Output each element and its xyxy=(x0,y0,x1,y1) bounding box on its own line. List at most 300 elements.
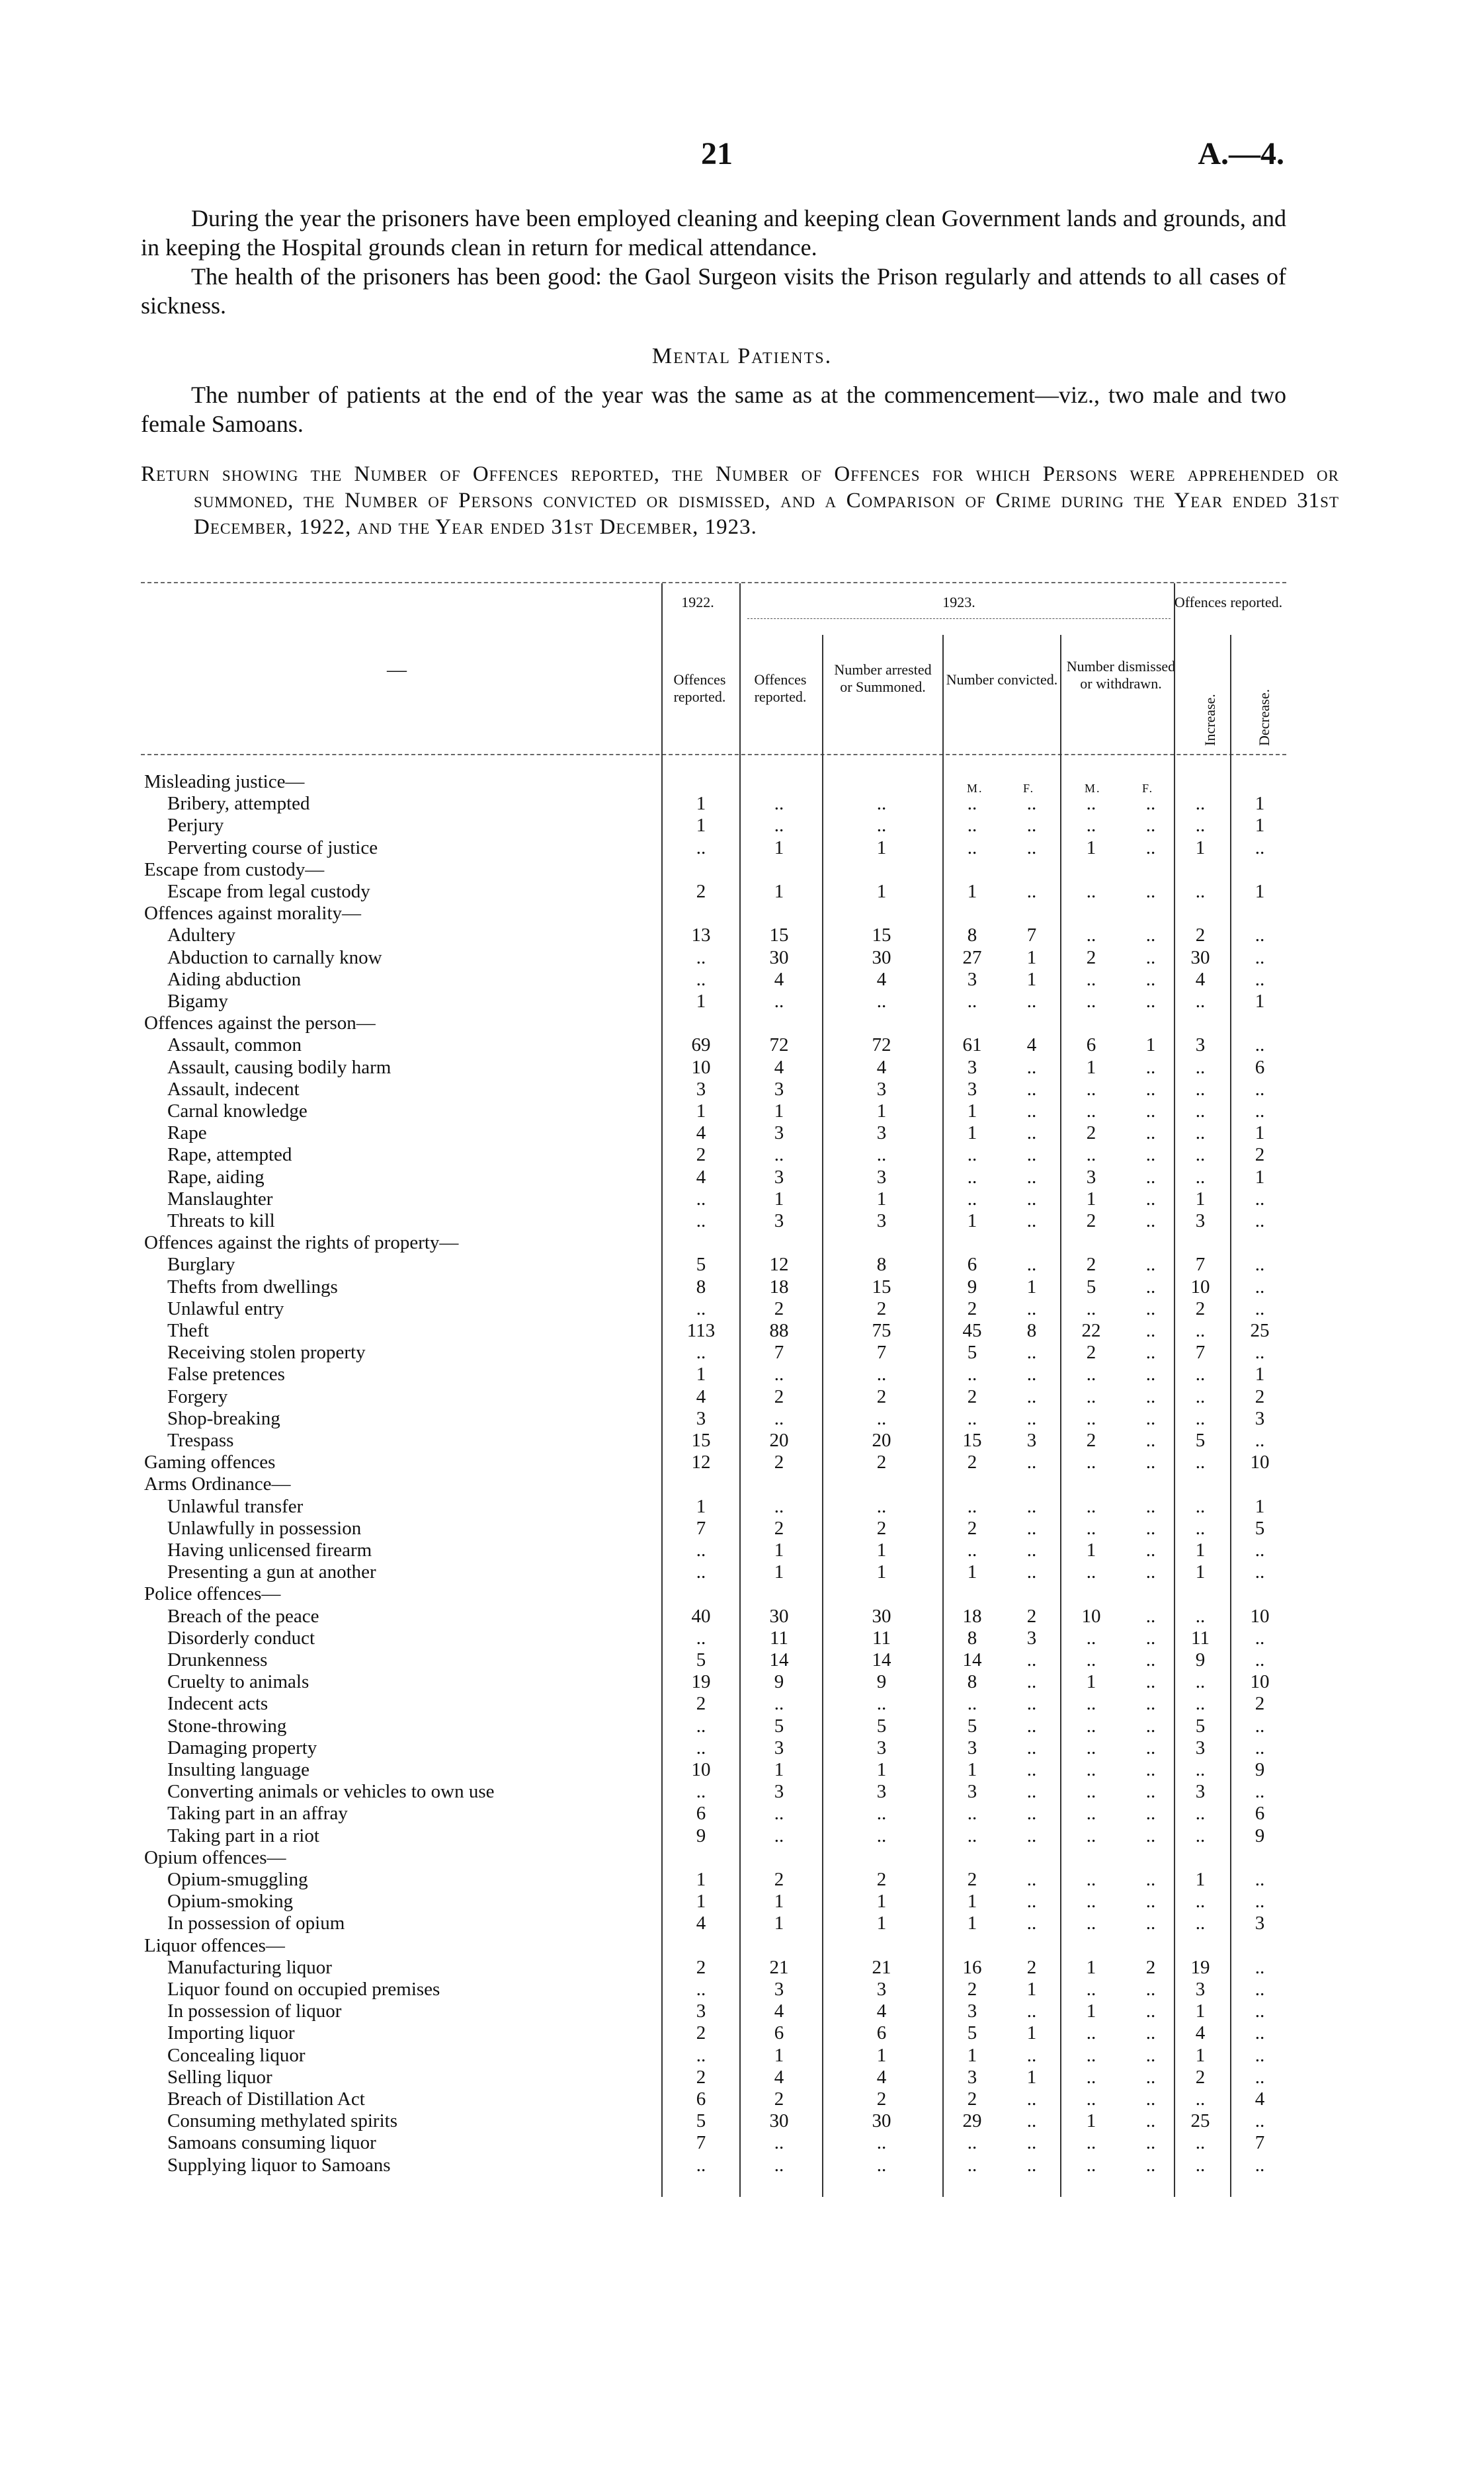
table-cell: 1 xyxy=(1086,1188,1096,1210)
table-cell: .. xyxy=(1086,1825,1096,1846)
table-cell: 2 xyxy=(1195,925,1206,946)
table-cell: .. xyxy=(876,793,887,815)
table-cell: .. xyxy=(696,837,706,858)
table-cell: 9 xyxy=(1195,1649,1206,1671)
table-row xyxy=(0,881,1484,903)
table-cell: 4 xyxy=(1195,968,1206,990)
table-cell: 27 xyxy=(962,946,982,968)
table-cell: 29 xyxy=(962,2110,982,2132)
table-row xyxy=(0,1144,1484,1166)
table-cell: .. xyxy=(1086,1385,1096,1407)
table-cell: .. xyxy=(967,1540,977,1561)
table-cell: .. xyxy=(1145,1407,1156,1429)
table-cell: 3 xyxy=(967,1737,977,1758)
table-row xyxy=(0,1540,1484,1561)
offence-label: Unlawfully in possession xyxy=(167,1517,362,1539)
table-cell: .. xyxy=(1026,991,1037,1012)
table-row xyxy=(0,1737,1484,1759)
table-cell: .. xyxy=(1145,1825,1156,1846)
table-cell: .. xyxy=(1086,1737,1096,1758)
table-cell: 1 xyxy=(774,1100,784,1122)
table-cell: 30 xyxy=(769,946,789,968)
table-cell: .. xyxy=(1145,1540,1156,1561)
table-cell: 4 xyxy=(876,2001,887,2022)
table-cell: .. xyxy=(696,1627,706,1649)
table-cell: 69 xyxy=(691,1034,711,1056)
table-cell: 10 xyxy=(691,1759,711,1780)
table-cell: .. xyxy=(1255,1276,1265,1298)
table-cell: 2 xyxy=(967,2088,977,2110)
table-cell: .. xyxy=(1145,1364,1156,1385)
table-cell: 3 xyxy=(1026,1430,1037,1451)
table-cell: .. xyxy=(1255,2044,1265,2066)
table-cell: 2 xyxy=(876,1517,887,1539)
table-cell: .. xyxy=(1086,1100,1096,1122)
table-cell: .. xyxy=(1086,1693,1096,1715)
table-cell: 6 xyxy=(774,2022,784,2044)
table-cell: 1 xyxy=(1255,815,1265,837)
offence-label: Opium-smoking xyxy=(167,1891,294,1913)
table-row xyxy=(0,1628,1484,1649)
table-row xyxy=(0,1891,1484,1913)
table-cell: 1 xyxy=(774,1561,784,1583)
table-cell: .. xyxy=(696,1188,706,1210)
subheader-dismissed-male: M. xyxy=(1085,782,1101,795)
table-cell: .. xyxy=(696,2044,706,2066)
table-cell: 2 xyxy=(696,881,706,902)
table-row xyxy=(0,1254,1484,1276)
table-cell: .. xyxy=(1195,1803,1206,1825)
table-cell: 3 xyxy=(1026,1627,1037,1649)
table-cell: .. xyxy=(1145,881,1156,902)
table-cell: 4 xyxy=(696,1913,706,1934)
table-cell: .. xyxy=(696,1979,706,2000)
table-cell: 7 xyxy=(696,2132,706,2154)
table-row xyxy=(0,1100,1484,1122)
table-cell: .. xyxy=(1145,793,1156,815)
table-cell: 8 xyxy=(967,1671,977,1693)
table-cell: 10 xyxy=(1190,1276,1210,1298)
table-cell: 3 xyxy=(774,1737,784,1758)
offence-label: Breach of Distillation Act xyxy=(167,2088,365,2110)
table-cell: .. xyxy=(1195,1166,1206,1188)
offence-label: Rape xyxy=(167,1122,207,1144)
table-cell: .. xyxy=(1145,2132,1156,2154)
table-cell: .. xyxy=(1195,1100,1206,1122)
table-cell: .. xyxy=(1026,1693,1037,1715)
offence-label: Adultery xyxy=(167,925,236,946)
prisoners-health-paragraph: The health of the prisoners has been good: the Gaol Surgeon visits the Prison regularly and attends to all cases of sickness. xyxy=(141,263,1286,319)
table-cell: .. xyxy=(1145,1166,1156,1188)
table-cell: 3 xyxy=(1195,1034,1206,1056)
table-cell: .. xyxy=(1026,2088,1037,2110)
table-cell: 11 xyxy=(1191,1627,1210,1649)
offence-label: Assault, indecent xyxy=(167,1078,300,1100)
table-cell: 2 xyxy=(1086,946,1096,968)
table-cell: .. xyxy=(876,1693,887,1715)
table-cell: 3 xyxy=(1255,1913,1265,1934)
offence-label: Assault, common xyxy=(167,1034,302,1056)
table-cell: .. xyxy=(774,1407,784,1429)
table-cell: 2 xyxy=(696,2022,706,2044)
table-cell: 1 xyxy=(1255,793,1265,815)
table-cell: .. xyxy=(1086,2044,1096,2066)
table-cell: 1 xyxy=(876,1540,887,1561)
table-row xyxy=(0,1935,1484,1957)
offence-label: Offences against morality— xyxy=(144,903,362,925)
table-cell: 2 xyxy=(1145,1956,1156,1978)
table-cell: 1 xyxy=(876,2044,887,2066)
table-cell: 9 xyxy=(1255,1759,1265,1780)
table-cell: .. xyxy=(1195,1364,1206,1385)
table-cell: 2 xyxy=(967,1298,977,1319)
table-row xyxy=(0,771,1484,793)
table-cell: .. xyxy=(876,1825,887,1846)
table-cell: .. xyxy=(1145,1320,1156,1341)
table-cell: .. xyxy=(876,1144,887,1166)
table-cell: 14 xyxy=(769,1649,789,1671)
table-cell: .. xyxy=(1255,2022,1265,2044)
table-cell: 4 xyxy=(1255,2088,1265,2110)
table-cell: .. xyxy=(1026,1407,1037,1429)
offence-label: Police offences— xyxy=(144,1583,281,1605)
subheader-convicted-male: M. xyxy=(967,782,983,795)
table-cell: 72 xyxy=(769,1034,789,1056)
table-cell: 1 xyxy=(876,1188,887,1210)
offence-label: Manufacturing liquor xyxy=(167,1956,332,1978)
table-row xyxy=(0,2067,1484,2088)
table-cell: .. xyxy=(967,1693,977,1715)
table-cell: .. xyxy=(1086,925,1096,946)
table-row xyxy=(0,1188,1484,1210)
table-cell: .. xyxy=(1026,1452,1037,1473)
offence-label: Escape from custody— xyxy=(144,858,325,880)
table-cell: 8 xyxy=(696,1276,706,1298)
table-cell: .. xyxy=(1195,1517,1206,1539)
table-cell: 2 xyxy=(696,2066,706,2088)
table-cell: 2 xyxy=(1255,1693,1265,1715)
table-cell: .. xyxy=(967,837,977,858)
table-row xyxy=(0,1803,1484,1825)
table-row xyxy=(0,1693,1484,1715)
table-row xyxy=(0,2022,1484,2044)
table-cell: .. xyxy=(774,815,784,837)
table-cell: .. xyxy=(1145,1693,1156,1715)
table-cell: 9 xyxy=(1255,1825,1265,1846)
table-cell: 3 xyxy=(774,1781,784,1803)
table-cell: .. xyxy=(1026,1825,1037,1846)
table-cell: 2 xyxy=(967,1869,977,1890)
table-cell: 1 xyxy=(1195,1540,1206,1561)
table-cell: .. xyxy=(1145,1649,1156,1671)
table-cell: 1 xyxy=(1195,837,1206,858)
table-cell: .. xyxy=(967,2154,977,2176)
table-cell: .. xyxy=(1026,1913,1037,1934)
table-cell: 10 xyxy=(1250,1671,1270,1693)
table-cell: 8 xyxy=(967,1627,977,1649)
table-cell: 1 xyxy=(1086,2001,1096,2022)
table-cell: 72 xyxy=(872,1034,891,1056)
table-cell: .. xyxy=(1026,1517,1037,1539)
offence-label: Carnal knowledge xyxy=(167,1100,308,1122)
table-cell: .. xyxy=(967,1803,977,1825)
table-cell: .. xyxy=(1255,1627,1265,1649)
table-cell: 10 xyxy=(1250,1452,1270,1473)
table-cell: .. xyxy=(967,991,977,1012)
table-cell: 1 xyxy=(1086,1540,1096,1561)
table-cell: 2 xyxy=(1255,1385,1265,1407)
table-cell: .. xyxy=(1026,1715,1037,1737)
table-cell: .. xyxy=(774,1825,784,1846)
table-cell: 2 xyxy=(1086,1122,1096,1144)
table-cell: 1 xyxy=(696,793,706,815)
table-cell: .. xyxy=(1026,2154,1037,2176)
table-cell: 2 xyxy=(1026,1605,1037,1627)
table-cell: 75 xyxy=(872,1320,891,1341)
offence-label: Indecent acts xyxy=(167,1693,268,1715)
table-cell: .. xyxy=(1145,968,1156,990)
table-cell: 1 xyxy=(774,1759,784,1780)
table-cell: .. xyxy=(696,1715,706,1737)
offence-label: Escape from legal custody xyxy=(167,881,370,902)
offence-label: Importing liquor xyxy=(167,2022,295,2044)
table-cell: 1 xyxy=(774,1540,784,1561)
table-row xyxy=(0,925,1484,946)
table-cell: .. xyxy=(1026,793,1037,815)
table-cell: 4 xyxy=(774,2001,784,2022)
table-cell: .. xyxy=(1145,1979,1156,2000)
table-row xyxy=(0,903,1484,925)
table-row xyxy=(0,1781,1484,1803)
table-cell: .. xyxy=(1026,1803,1037,1825)
table-cell: .. xyxy=(1026,1781,1037,1803)
table-cell: 1 xyxy=(967,1913,977,1934)
table-cell: .. xyxy=(1026,815,1037,837)
table-cell: .. xyxy=(1195,1913,1206,1934)
table-cell: 12 xyxy=(691,1452,711,1473)
table-cell: 4 xyxy=(1026,1034,1037,1056)
table-row xyxy=(0,2001,1484,2022)
table-cell: 1 xyxy=(1255,881,1265,902)
table-cell: 1 xyxy=(1086,837,1096,858)
table-cell: 22 xyxy=(1081,1320,1101,1341)
table-cell: 5 xyxy=(967,1342,977,1364)
table-cell: 2 xyxy=(967,1517,977,1539)
table-cell: .. xyxy=(1026,1495,1037,1517)
mental-patients-paragraph: The number of patients at the end of the year was the same as at the commencement—viz., two male and two female Samoans. xyxy=(141,382,1286,437)
table-cell: .. xyxy=(1145,1254,1156,1276)
offence-label: Disorderly conduct xyxy=(167,1627,315,1649)
table-cell: .. xyxy=(1195,1144,1206,1166)
table-cell: 2 xyxy=(774,1869,784,1890)
offence-label: Presenting a gun at another xyxy=(167,1561,376,1583)
table-cell: 1 xyxy=(1255,1364,1265,1385)
table-cell: .. xyxy=(1086,2154,1096,2176)
table-cell: 6 xyxy=(1255,1056,1265,1078)
table-cell: 2 xyxy=(1026,1956,1037,1978)
table-cell: .. xyxy=(1086,2132,1096,2154)
table-cell: .. xyxy=(1255,2110,1265,2132)
table-cell: 15 xyxy=(872,1276,891,1298)
table-cell: 5 xyxy=(967,1715,977,1737)
table-cell: .. xyxy=(1026,1298,1037,1319)
table-cell: .. xyxy=(1255,2154,1265,2176)
table-cell: 30 xyxy=(872,1605,891,1627)
table-cell: 113 xyxy=(686,1320,716,1341)
table-cell: .. xyxy=(1086,1627,1096,1649)
table-cell: .. xyxy=(1086,1759,1096,1780)
table-cell: .. xyxy=(1145,2022,1156,2044)
table-cell: .. xyxy=(967,2132,977,2154)
table-cell: 3 xyxy=(696,1407,706,1429)
offence-label: Offences against the person— xyxy=(144,1012,376,1034)
table-cell: 1 xyxy=(876,837,887,858)
table-cell: 1 xyxy=(1026,2066,1037,2088)
table-cell: 4 xyxy=(1195,2022,1206,2044)
offence-label: Assault, causing bodily harm xyxy=(167,1056,392,1078)
table-cell: 1 xyxy=(1145,1034,1156,1056)
table-cell: .. xyxy=(1145,1913,1156,1934)
table-cell: 7 xyxy=(774,1342,784,1364)
table-cell: 30 xyxy=(1190,946,1210,968)
table-cell: 1 xyxy=(1255,991,1265,1012)
table-cell: .. xyxy=(1086,1913,1096,1934)
table-cell: .. xyxy=(1026,1122,1037,1144)
table-cell: 7 xyxy=(1195,1342,1206,1364)
offence-label: Abduction to carnally know xyxy=(167,946,382,968)
table-cell: .. xyxy=(1086,793,1096,815)
table-cell: .. xyxy=(1255,1100,1265,1122)
table-cell: 1 xyxy=(1086,1671,1096,1693)
table-cell: 1 xyxy=(696,1100,706,1122)
offence-label: Bigamy xyxy=(167,991,228,1012)
table-cell: 1 xyxy=(876,1913,887,1934)
table-cell: .. xyxy=(696,1737,706,1758)
table-cell: 45 xyxy=(962,1320,982,1341)
table-cell: .. xyxy=(1195,2088,1206,2110)
table-cell: 19 xyxy=(1190,1956,1210,1978)
table-cell: .. xyxy=(967,1407,977,1429)
table-cell: 1 xyxy=(1195,1869,1206,1890)
table-cell: .. xyxy=(1145,1188,1156,1210)
table-cell: .. xyxy=(1255,1034,1265,1056)
offence-label: Cruelty to animals xyxy=(167,1671,309,1693)
table-cell: .. xyxy=(1145,2110,1156,2132)
table-cell: 14 xyxy=(962,1649,982,1671)
table-cell: 10 xyxy=(1250,1605,1270,1627)
table-row xyxy=(0,1473,1484,1495)
header-number-arrested: Number arrested or Summoned. xyxy=(834,661,932,695)
table-cell: 21 xyxy=(769,1956,789,1978)
table-cell: .. xyxy=(876,1495,887,1517)
table-cell: 5 xyxy=(696,2110,706,2132)
table-cell: 5 xyxy=(876,1715,887,1737)
table-cell: 1 xyxy=(774,1913,784,1934)
table-row xyxy=(0,1825,1484,1847)
table-cell: 6 xyxy=(696,1803,706,1825)
header-number-convicted: Number convicted. xyxy=(946,671,1058,688)
table-cell: .. xyxy=(1086,1715,1096,1737)
table-row xyxy=(0,1649,1484,1671)
table-cell: .. xyxy=(1086,1891,1096,1913)
table-cell: .. xyxy=(1026,2044,1037,2066)
table-cell: 7 xyxy=(1255,2132,1265,2154)
table-cell: 7 xyxy=(1195,1254,1206,1276)
table-cell: .. xyxy=(696,1298,706,1319)
table-cell: .. xyxy=(1255,1430,1265,1451)
table-cell: .. xyxy=(1145,1298,1156,1319)
table-cell: 7 xyxy=(1026,925,1037,946)
table-cell: .. xyxy=(1145,2044,1156,2066)
table-cell: 4 xyxy=(876,968,887,990)
table-cell: 6 xyxy=(876,2022,887,2044)
table-cell: 19 xyxy=(691,1671,711,1693)
table-cell: .. xyxy=(1145,1891,1156,1913)
table-cell: .. xyxy=(876,2132,887,2154)
table-cell: 4 xyxy=(876,1056,887,1078)
table-cell: .. xyxy=(1145,1737,1156,1758)
table-cell: .. xyxy=(1026,1540,1037,1561)
table-row xyxy=(0,1210,1484,1232)
header-blank: — xyxy=(387,659,407,681)
offence-label: Receiving stolen property xyxy=(167,1342,366,1364)
header-1922: 1922. xyxy=(681,594,714,610)
table-cell: .. xyxy=(1086,1407,1096,1429)
offence-label: Thefts from dwellings xyxy=(167,1276,338,1298)
table-cell: 1 xyxy=(774,881,784,902)
table-row xyxy=(0,815,1484,837)
table-cell: .. xyxy=(876,1407,887,1429)
table-row xyxy=(0,793,1484,815)
table-cell: 2 xyxy=(1086,1254,1096,1276)
table-cell: .. xyxy=(1195,793,1206,815)
table-cell: .. xyxy=(1026,1649,1037,1671)
table-cell: .. xyxy=(1145,946,1156,968)
table-cell: 9 xyxy=(774,1671,784,1693)
table-cell: .. xyxy=(1195,2132,1206,2154)
offence-label: Misleading justice— xyxy=(144,771,305,792)
offence-label: Offences against the rights of property— xyxy=(144,1232,459,1254)
table-cell: 2 xyxy=(1255,1144,1265,1166)
table-cell: 10 xyxy=(691,1056,711,1078)
table-cell: .. xyxy=(1026,2001,1037,2022)
table-cell: .. xyxy=(1026,1166,1037,1188)
table-cell: .. xyxy=(1255,2066,1265,2088)
table-cell: 5 xyxy=(1195,1430,1206,1451)
table-cell: 15 xyxy=(691,1430,711,1451)
table-cell: 5 xyxy=(696,1649,706,1671)
table-cell: .. xyxy=(1145,2088,1156,2110)
table-cell: .. xyxy=(1026,1188,1037,1210)
table-cell: .. xyxy=(1255,1869,1265,1890)
table-cell: 2 xyxy=(774,1385,784,1407)
table-cell: .. xyxy=(1026,1100,1037,1122)
header-offences-reported-group: Offences reported. xyxy=(1174,594,1283,610)
table-cell: .. xyxy=(967,1495,977,1517)
offence-label: Drunkenness xyxy=(167,1649,268,1671)
table-cell: 1 xyxy=(876,1100,887,1122)
table-cell: 30 xyxy=(872,2110,891,2132)
table-row xyxy=(0,969,1484,991)
table-cell: 2 xyxy=(1195,2066,1206,2088)
table-cell: 11 xyxy=(872,1627,891,1649)
table-cell: 1 xyxy=(1195,1188,1206,1210)
table-cell: 18 xyxy=(769,1276,789,1298)
table-cell: .. xyxy=(774,991,784,1012)
subheader-dismissed-female: F. xyxy=(1142,782,1154,795)
table-cell: 16 xyxy=(962,1956,982,1978)
table-header-rule xyxy=(141,754,1286,755)
